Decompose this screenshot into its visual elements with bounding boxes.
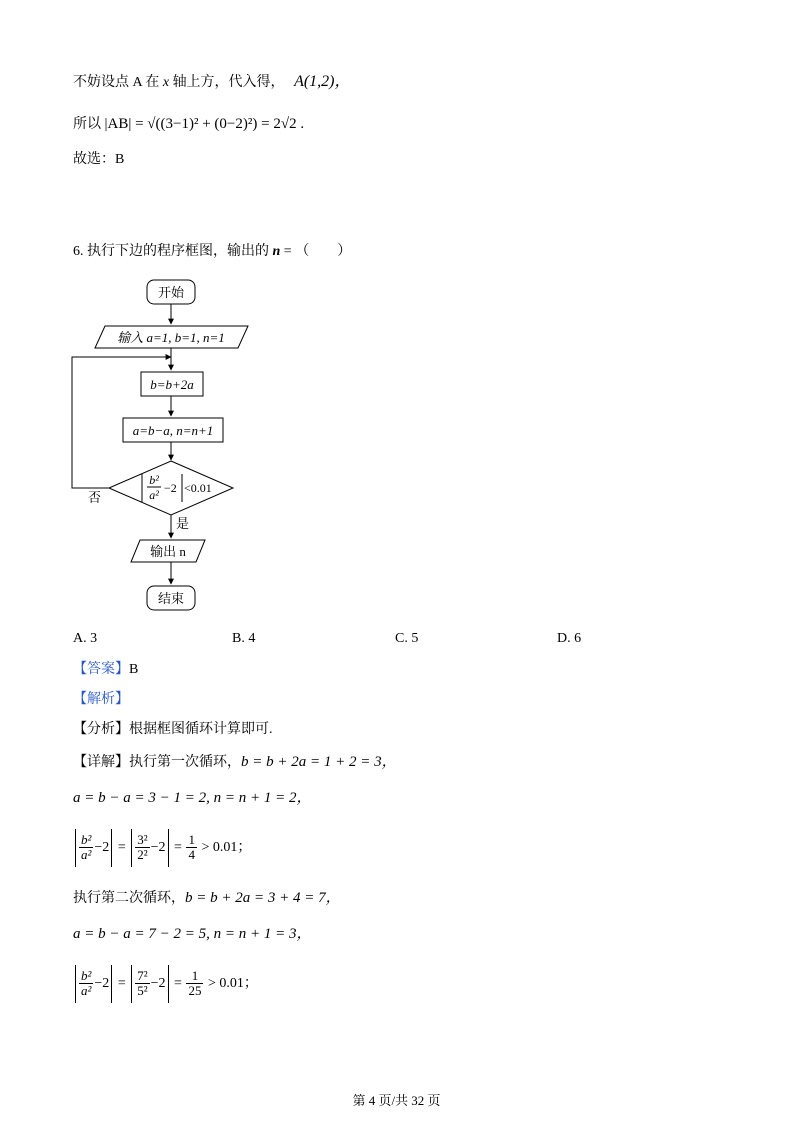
flow-yes-label: 是 [176, 516, 190, 531]
question-var: n [272, 244, 281, 259]
detail-line-1 [73, 752, 397, 773]
l6-den1: a² [81, 983, 92, 999]
fenxi-line [73, 720, 273, 740]
flow-input-text: 输入 a=1, b=1, n=1 [117, 330, 225, 345]
prev-line-1-x: x [162, 75, 170, 90]
l6-minus1: −2 [94, 976, 110, 991]
prev-line-2-prefix: 所以 [73, 117, 101, 132]
detail-loop1: 执行第一次循环， [129, 755, 241, 770]
option-a: A. 3 [73, 631, 98, 646]
detail-loop1-eq: b = b + 2a = 1 + 2 = 3， [241, 754, 397, 770]
answer-tag: 【答案】 [73, 662, 129, 677]
flow-step1-text: b=b+2a [150, 377, 194, 392]
detail-loop2-eq: b = b + 2a = 3 + 4 = 7， [185, 890, 341, 906]
detail-line-3 [73, 826, 251, 870]
prev-line-1-text: 不妨设点 A 在 [73, 75, 160, 90]
flow-cond-num: b² [149, 473, 159, 487]
question-label: 6. 执行下边的程序框图，输出的 [73, 244, 269, 259]
detail-line-5: a = b − a = 7 − 2 = 5, n = n + 1 = 3， [73, 926, 312, 942]
detail-line-4 [73, 888, 341, 909]
l6-num2: 7² [137, 968, 148, 984]
prev-line-3: 故选：B [73, 152, 125, 167]
option-d: D. 6 [557, 631, 582, 646]
l6-eq2: = [174, 976, 182, 991]
detail-tag: 【详解】 [73, 755, 129, 770]
answer-value: B [129, 662, 139, 677]
l6-tail: > 0.01； [207, 976, 258, 991]
l3-minus2: −2 [150, 840, 166, 855]
l6-num3: 1 [186, 969, 203, 984]
l3-eq2: = [174, 840, 182, 855]
l6-minus2: −2 [150, 976, 166, 991]
flow-output-text: 输出 n [150, 544, 186, 559]
flow-no-label: 否 [88, 490, 102, 505]
flow-start-text: 开始 [157, 285, 185, 300]
answer-line [73, 660, 138, 680]
prev-line-1-point: A(1,2)， [294, 73, 351, 90]
l6-den3: 25 [188, 983, 202, 999]
l3-num1: b² [81, 832, 92, 848]
option-b: B. 4 [232, 631, 256, 646]
question-tail: = （ ） [283, 244, 352, 259]
l3-num2: 3² [137, 832, 148, 848]
l6-eq1: = [117, 976, 126, 991]
l3-den3: 4 [188, 847, 195, 863]
page-footer: 第 4 页/共 32 页 [352, 1093, 441, 1108]
flow-cond-tail: <0.01 [184, 481, 212, 495]
detail-line-6 [73, 962, 258, 1006]
l3-tail: > 0.01； [201, 840, 252, 855]
prev-line-1-text2: 轴上方，代入得， [172, 75, 285, 90]
l3-num3: 1 [188, 832, 195, 848]
analysis-tag: 【解析】 [73, 692, 129, 707]
l3-minus1: −2 [94, 840, 110, 855]
fenxi-text: 根据框图循环计算即可. [129, 722, 273, 737]
flow-cond-den: a² [149, 488, 159, 502]
detail-line-2: a = b − a = 3 − 1 = 2, n = n + 1 = 2， [73, 790, 312, 806]
flow-cond-minus: −2 [164, 481, 177, 495]
prev-line-2-formula: |AB| = √((3−1)² + (0−2)²) = 2√2 . [104, 116, 305, 132]
flow-end-text: 结束 [157, 591, 185, 606]
fenxi-tag: 【分析】 [73, 722, 129, 737]
flow-step2-text: a=b−a, n=n+1 [132, 423, 214, 438]
detail-loop2: 执行第二次循环， [73, 891, 185, 906]
l6-num1: b² [81, 968, 92, 984]
l3-den1: a² [81, 847, 92, 863]
l3-den2: 2² [137, 847, 148, 863]
l6-den2: 5² [137, 983, 148, 999]
l3-eq1: = [117, 840, 126, 855]
option-c: C. 5 [395, 631, 419, 646]
